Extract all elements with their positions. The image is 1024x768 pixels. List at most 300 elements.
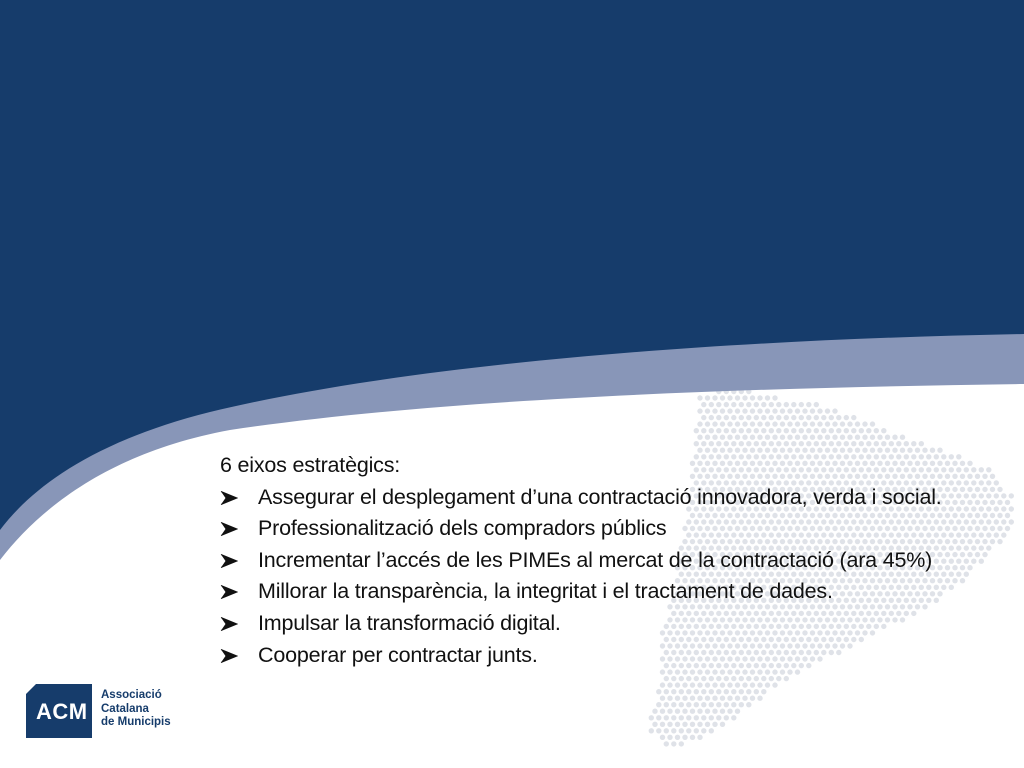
map-dot [870, 421, 875, 426]
map-dot [757, 435, 762, 440]
map-dot [656, 689, 661, 694]
map-dot [866, 441, 871, 446]
map-dot [679, 676, 684, 681]
map-dot [739, 428, 744, 433]
map-dot [855, 421, 860, 426]
map-dot [799, 428, 804, 433]
map-dot [911, 441, 916, 446]
map-dot [731, 402, 736, 407]
map-dot [709, 676, 714, 681]
map-dot [780, 408, 785, 413]
map-dot [724, 676, 729, 681]
map-dot [690, 735, 695, 740]
map-dot [694, 676, 699, 681]
map-dot [675, 709, 680, 714]
map-dot [697, 696, 702, 701]
map-dot [682, 682, 687, 687]
map-dot [750, 682, 755, 687]
map-dot [754, 441, 759, 446]
map-dot [701, 402, 706, 407]
map-dot [697, 735, 702, 740]
map-dot [671, 676, 676, 681]
list-item-text: Professionalització dels compradors públics [258, 516, 667, 541]
map-dot [675, 722, 680, 727]
map-dot [761, 415, 766, 420]
list-item-text: Incrementar l’accés de les PIMEs al mercat de la contractació (ara 45%) [258, 547, 933, 572]
map-dot [1001, 493, 1006, 498]
map-dot [656, 702, 661, 707]
map-dot [709, 715, 714, 720]
map-dot [649, 715, 654, 720]
map-dot [776, 415, 781, 420]
list-item [220, 482, 1000, 514]
map-dot [817, 435, 822, 440]
slide-content [220, 450, 1000, 671]
map-dot [671, 702, 676, 707]
map-dot [724, 689, 729, 694]
map-dot [784, 441, 789, 446]
map-dot [735, 408, 740, 413]
map-dot [772, 395, 777, 400]
map-dot [720, 408, 725, 413]
map-dot [825, 408, 830, 413]
map-dot [716, 428, 721, 433]
map-dot [720, 696, 725, 701]
map-dot [664, 689, 669, 694]
map-dot [1005, 500, 1010, 505]
map-dot [787, 435, 792, 440]
map-dot [787, 408, 792, 413]
map-dot [739, 441, 744, 446]
map-dot [877, 435, 882, 440]
map-dot [739, 676, 744, 681]
map-dot [682, 696, 687, 701]
map-dot [750, 696, 755, 701]
map-dot [660, 709, 665, 714]
map-dot [694, 728, 699, 733]
list-item [220, 640, 1000, 672]
map-dot [765, 682, 770, 687]
map-dot [754, 689, 759, 694]
map-dot [847, 421, 852, 426]
map-dot [705, 682, 710, 687]
map-dot [761, 402, 766, 407]
map-dot [660, 682, 665, 687]
map-dot [855, 435, 860, 440]
map-dot [791, 428, 796, 433]
map-dot [739, 702, 744, 707]
map-dot [750, 408, 755, 413]
map-dot [851, 415, 856, 420]
map-dot [697, 435, 702, 440]
map-dot [870, 435, 875, 440]
map-dot [731, 415, 736, 420]
map-dot [821, 415, 826, 420]
map-dot [896, 441, 901, 446]
map-dot [746, 415, 751, 420]
map-dot [761, 676, 766, 681]
map-dot [727, 408, 732, 413]
map-dot [742, 682, 747, 687]
map-dot [697, 395, 702, 400]
map-dot [667, 709, 672, 714]
map-dot [716, 715, 721, 720]
map-dot [814, 402, 819, 407]
map-dot [754, 428, 759, 433]
map-dot [825, 435, 830, 440]
map-dot [769, 676, 774, 681]
logo-line: Associació [101, 689, 162, 701]
map-dot [652, 722, 657, 727]
map-dot [709, 441, 714, 446]
map-dot [664, 715, 669, 720]
map-dot [757, 408, 762, 413]
map-dot [686, 728, 691, 733]
arrowhead-bullet-icon [220, 554, 238, 568]
map-dot [701, 689, 706, 694]
map-dot [686, 676, 691, 681]
map-dot [754, 415, 759, 420]
map-dot [709, 415, 714, 420]
map-dot [660, 735, 665, 740]
map-dot [671, 715, 676, 720]
map-dot [667, 682, 672, 687]
map-dot [675, 696, 680, 701]
map-dot [892, 435, 897, 440]
map-dot [919, 441, 924, 446]
map-dot [705, 421, 710, 426]
map-dot [795, 408, 800, 413]
map-dot [690, 722, 695, 727]
map-dot [784, 676, 789, 681]
map-dot [772, 682, 777, 687]
map-dot [724, 441, 729, 446]
map-dot [727, 709, 732, 714]
map-dot [652, 709, 657, 714]
bullet-list [220, 482, 1000, 672]
map-dot [1005, 513, 1010, 518]
map-dot [750, 435, 755, 440]
map-dot [761, 689, 766, 694]
map-dot [802, 408, 807, 413]
map-dot [791, 441, 796, 446]
map-dot [817, 421, 822, 426]
map-dot [739, 402, 744, 407]
map-dot [746, 402, 751, 407]
map-dot [679, 715, 684, 720]
map-dot [776, 402, 781, 407]
map-dot [727, 435, 732, 440]
map-dot [712, 435, 717, 440]
map-dot [712, 421, 717, 426]
arrowhead-bullet-icon [220, 522, 238, 536]
map-dot [776, 441, 781, 446]
map-dot [881, 441, 886, 446]
map-dot [761, 428, 766, 433]
map-dot [720, 435, 725, 440]
map-dot [821, 428, 826, 433]
map-dot [1009, 493, 1014, 498]
map-dot [694, 689, 699, 694]
map-dot [799, 415, 804, 420]
logo-line: Catalana [101, 702, 149, 715]
map-dot [701, 728, 706, 733]
map-dot [817, 408, 822, 413]
map-dot [900, 435, 905, 440]
map-dot [739, 415, 744, 420]
map-dot [716, 415, 721, 420]
map-dot [690, 696, 695, 701]
map-dot [881, 428, 886, 433]
map-dot [727, 421, 732, 426]
map-dot [712, 395, 717, 400]
map-dot [697, 682, 702, 687]
map-dot [769, 441, 774, 446]
map-dot [851, 428, 856, 433]
map-dot [1009, 506, 1014, 511]
map-dot [701, 715, 706, 720]
map-dot [840, 421, 845, 426]
map-dot [742, 435, 747, 440]
map-dot [806, 415, 811, 420]
logo-acronym: ACM [36, 699, 88, 724]
map-dot [859, 428, 864, 433]
map-dot [727, 696, 732, 701]
map-dot [874, 441, 879, 446]
map-dot [709, 702, 714, 707]
map-dot [690, 709, 695, 714]
list-item [220, 576, 1000, 608]
map-dot [806, 402, 811, 407]
logo-line: de Municipis [101, 716, 171, 728]
list-item [220, 545, 1000, 577]
map-dot [769, 415, 774, 420]
map-dot [664, 702, 669, 707]
map-dot [862, 421, 867, 426]
map-dot [712, 709, 717, 714]
map-dot [697, 421, 702, 426]
map-dot [847, 435, 852, 440]
map-dot [795, 435, 800, 440]
map-dot [735, 709, 740, 714]
list-item-text: Millorar la transparència, la integritat i el tractament de dades. [258, 579, 833, 604]
map-dot [742, 395, 747, 400]
map-dot [705, 722, 710, 727]
map-dot [675, 735, 680, 740]
map-dot [776, 676, 781, 681]
map-dot [765, 395, 770, 400]
arrowhead-bullet-icon [220, 491, 238, 505]
map-dot [810, 435, 815, 440]
map-dot [802, 421, 807, 426]
map-dot [806, 441, 811, 446]
map-dot [844, 441, 849, 446]
map-dot [709, 689, 714, 694]
map-dot [709, 728, 714, 733]
map-dot [716, 402, 721, 407]
map-dot [705, 696, 710, 701]
map-dot [750, 421, 755, 426]
map-dot [731, 441, 736, 446]
map-dot [832, 408, 837, 413]
map-dot [679, 728, 684, 733]
intro-heading: 6 eixos estratègics: [220, 453, 401, 477]
map-dot [784, 402, 789, 407]
map-dot [814, 428, 819, 433]
map-dot [697, 709, 702, 714]
map-dot [720, 682, 725, 687]
map-dot [727, 682, 732, 687]
map-dot [705, 709, 710, 714]
map-dot [712, 696, 717, 701]
map-dot [712, 722, 717, 727]
map-dot [769, 428, 774, 433]
map-dot [742, 421, 747, 426]
map-dot [772, 435, 777, 440]
map-dot [757, 682, 762, 687]
map-dot [836, 415, 841, 420]
map-dot [754, 402, 759, 407]
map-dot [772, 421, 777, 426]
map-dot [772, 408, 777, 413]
map-dot [724, 702, 729, 707]
map-dot [862, 435, 867, 440]
map-dot [667, 722, 672, 727]
map-dot [712, 682, 717, 687]
map-dot [776, 428, 781, 433]
map-dot [682, 709, 687, 714]
map-dot [810, 421, 815, 426]
map-dot [742, 696, 747, 701]
map-dot [1001, 532, 1006, 537]
map-dot [697, 408, 702, 413]
map-dot [716, 689, 721, 694]
map-dot [724, 402, 729, 407]
map-dot [780, 421, 785, 426]
logo-wordmark [101, 689, 171, 730]
acm-logo [26, 684, 186, 740]
map-dot [731, 715, 736, 720]
map-dot [724, 428, 729, 433]
map-dot [664, 676, 669, 681]
map-dot [649, 728, 654, 733]
map-dot [757, 421, 762, 426]
map-dot [667, 696, 672, 701]
map-dot [784, 415, 789, 420]
map-dot [836, 428, 841, 433]
list-item [220, 513, 1000, 545]
list-item-text: Impulsar la transformació digital. [258, 610, 561, 635]
map-dot [694, 702, 699, 707]
map-dot [701, 441, 706, 446]
map-dot [656, 715, 661, 720]
map-dot [675, 682, 680, 687]
map-dot [746, 441, 751, 446]
map-dot [765, 435, 770, 440]
map-dot [731, 676, 736, 681]
map-dot [694, 715, 699, 720]
map-dot [705, 435, 710, 440]
list-item-text: Cooperar per contractar junts. [258, 642, 538, 667]
map-dot [731, 702, 736, 707]
map-dot [832, 421, 837, 426]
map-dot [716, 441, 721, 446]
map-dot [720, 709, 725, 714]
map-dot [690, 682, 695, 687]
map-dot [746, 689, 751, 694]
map-dot [885, 435, 890, 440]
map-dot [754, 676, 759, 681]
arrowhead-bullet-icon [220, 617, 238, 631]
map-dot [810, 408, 815, 413]
map-dot [746, 676, 751, 681]
map-dot [851, 441, 856, 446]
map-dot [686, 689, 691, 694]
map-dot [686, 715, 691, 720]
map-dot [784, 428, 789, 433]
map-dot [746, 702, 751, 707]
map-dot [709, 428, 714, 433]
map-dot [735, 682, 740, 687]
map-dot [735, 435, 740, 440]
map-dot [904, 441, 909, 446]
map-dot [791, 415, 796, 420]
map-dot [802, 435, 807, 440]
map-dot [787, 421, 792, 426]
map-dot [757, 696, 762, 701]
map-dot [727, 395, 732, 400]
map-dot [682, 735, 687, 740]
map-dot [799, 402, 804, 407]
map-dot [697, 722, 702, 727]
map-dot [724, 415, 729, 420]
list-item-text: Assegurar el desplegament d’una contractació innovadora, verda i social. [258, 484, 942, 509]
map-dot [694, 441, 699, 446]
map-dot [769, 402, 774, 407]
map-dot [795, 421, 800, 426]
map-dot [735, 395, 740, 400]
map-dot [701, 702, 706, 707]
map-dot [1001, 519, 1006, 524]
map-dot [720, 421, 725, 426]
map-dot [720, 722, 725, 727]
map-dot [671, 689, 676, 694]
map-dot [679, 689, 684, 694]
map-dot [735, 421, 740, 426]
map-dot [814, 441, 819, 446]
map-dot [780, 435, 785, 440]
map-dot [866, 428, 871, 433]
map-dot [829, 428, 834, 433]
map-dot [832, 435, 837, 440]
map-dot [724, 715, 729, 720]
map-dot [844, 428, 849, 433]
map-dot [709, 402, 714, 407]
map-dot [1009, 519, 1014, 524]
map-dot [694, 428, 699, 433]
map-dot [667, 735, 672, 740]
map-dot [664, 741, 669, 746]
map-dot [799, 441, 804, 446]
map-dot [731, 428, 736, 433]
map-dot [821, 441, 826, 446]
map-dot [746, 428, 751, 433]
map-dot [1005, 526, 1010, 531]
map-dot [829, 415, 834, 420]
map-dot [671, 741, 676, 746]
map-dot [806, 428, 811, 433]
map-dot [874, 428, 879, 433]
